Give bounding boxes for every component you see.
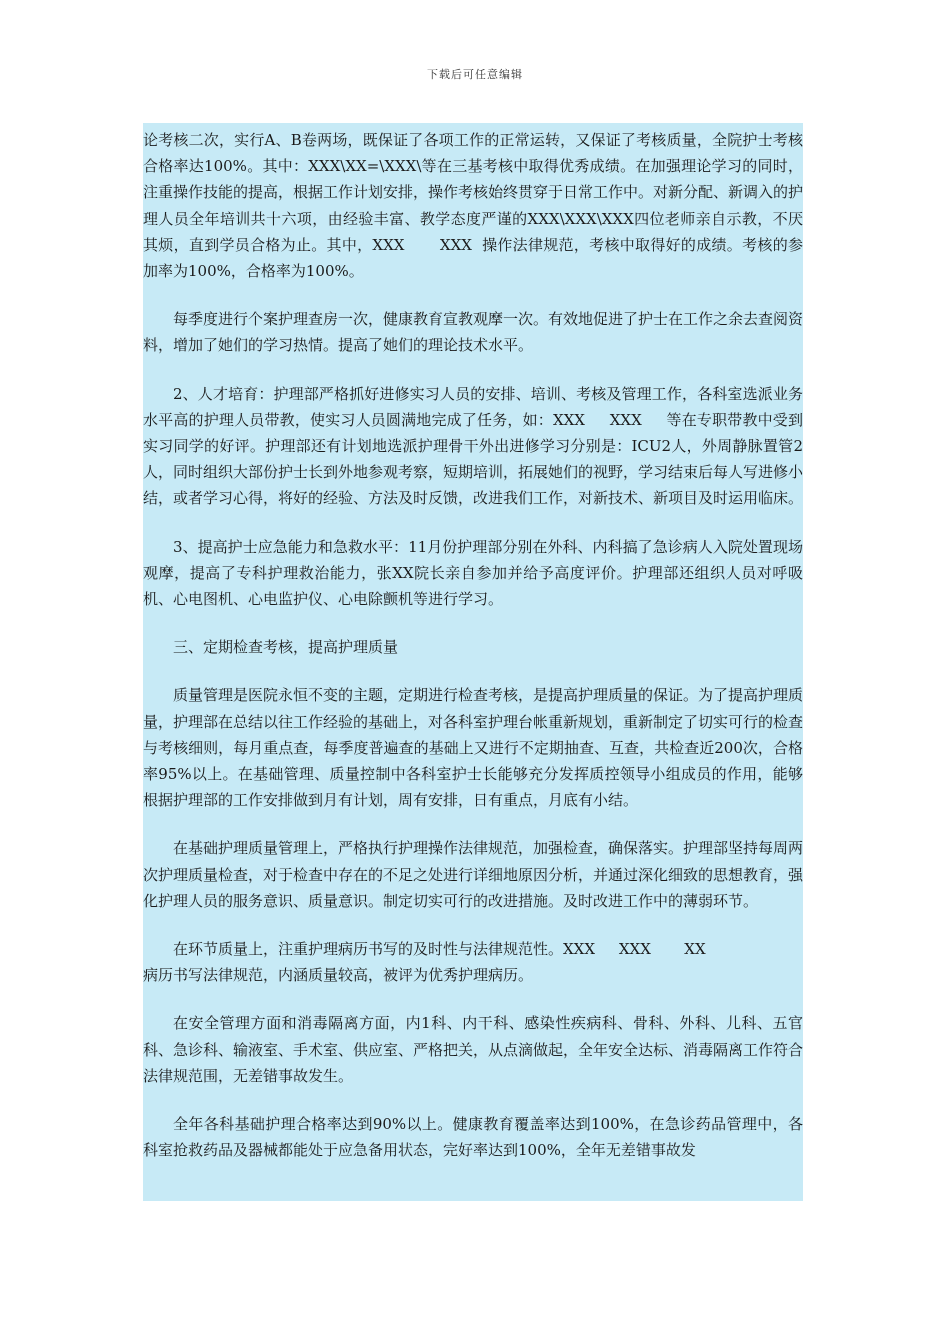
paragraph-quality-management: 质量管理是医院永恒不变的主题，定期进行检查考核，是提高护理质量的保证。为了提高护理质量，护理部在总结以往工作经验的基础上，对各科室护理台帐重新规划，重新制定了切实可行的检查与考核细则，每月重点查，每季度普遍查的基础上又进行不定期抽查、互查，共检查近200次，合格率95%以上。在基础管理、质量控制中各科室护士长能够充分发挥质控领导小组成员的作用，能够根据护理部的工作安排做到月有计划，周有安排，日有重点，月底有小结。	[143, 686, 803, 810]
paragraph-process-quality: 在环节质量上，注重护理病历书写的及时性与法律规范性。XXX XXX XX 病历书写法律规范，内涵质量较高，被评为优秀护理病历。	[143, 940, 706, 985]
paragraph-basic-nursing-quality: 在基础护理质量管理上，严格执行护理操作法律规范，加强检查，确保落实。护理部坚持每周两次护理质量检查，对于检查中存在的不足之处进行详细地原因分析，并通过深化细致的思想教育，强化护理人员的服务意识、质量意识。制定切实可行的改进措施。及时改进工作中的薄弱环节。	[143, 839, 803, 910]
paragraph-safety-management: 在安全管理方面和消毒隔离方面，内1科、内干科、感染性疾病科、骨科、外科、儿科、五官科、急诊科、输液室、手术室、供应室、严格把关，从点滴做起，全年安全达标、消毒隔离工作符合法律规范围，无差错事故发生。	[143, 1014, 803, 1085]
document-body	[143, 123, 803, 1201]
section-heading-quality: 三、定期检查考核，提高护理质量	[173, 638, 399, 657]
paragraph-talent-training: 2、人才培育：护理部严格抓好进修实习人员的安排、培训、考核及管理工作，各科室选派业务水平高的护理人员带教，使实习人员圆满地完成了任务，如：XXX XXX 等在专职带教中受到实习同学的好评。护理部还有计划地选派护理骨干外出进修学习分别是：ICU2人，外周静脉置管2人，同时组织大部份护士长到外地参观考察，短期培训，拓展她们的视野，学习结束后每人写进修小结，或者学习心得，将好的经验、方法及时反馈，改进我们工作，对新技术、新项目及时运用临床。	[143, 384, 803, 508]
paragraph-annual-results: 全年各科基础护理合格率达到90%以上。健康教育覆盖率达到100%，在急诊药品管理中，各科室抢救药品及器械都能处于应急备用状态，完好率达到100%，全年无差错事故发	[143, 1115, 803, 1160]
paragraph-assessment: 论考核二次，实行A、B卷两场，既保证了各项工作的正常运转，又保证了考核质量，全院护士考核合格率达100%。其中：XXX\XX=\XXX\等在三基考核中取得优秀成绩。在加强理论学习的同时，注重操作技能的提高，根据工作计划安排，操作考核始终贯穿于日常工作中。对新分配、新调入的护理人员全年培训共十六项，由经验丰富、教学态度严谨的XXX\XXX\XXX四位老师亲自示教，不厌其烦，直到学员合格为止。其中，XXX XXX 操作法律规范，考核中取得好的成绩。考核的参加率为100%，合格率为100%。	[143, 131, 803, 281]
paragraph-emergency-ability: 3、提高护士应急能力和急救水平：11月份护理部分别在外科、内科搞了急诊病人入院处置现场观摩，提高了专科护理救治能力，张XX院长亲自参加并给予高度评价。护理部还组织人员对呼吸机、心电图机、心电监护仪、心电除颤机等进行学习。	[143, 537, 803, 609]
paragraph-case-rounds: 每季度进行个案护理查房一次，健康教育宣教观摩一次。有效地促进了护士在工作之余去查阅资料，增加了她们的学习热情。提高了她们的理论技术水平。	[143, 310, 803, 355]
page-header: 下载后可任意编辑	[427, 68, 523, 81]
